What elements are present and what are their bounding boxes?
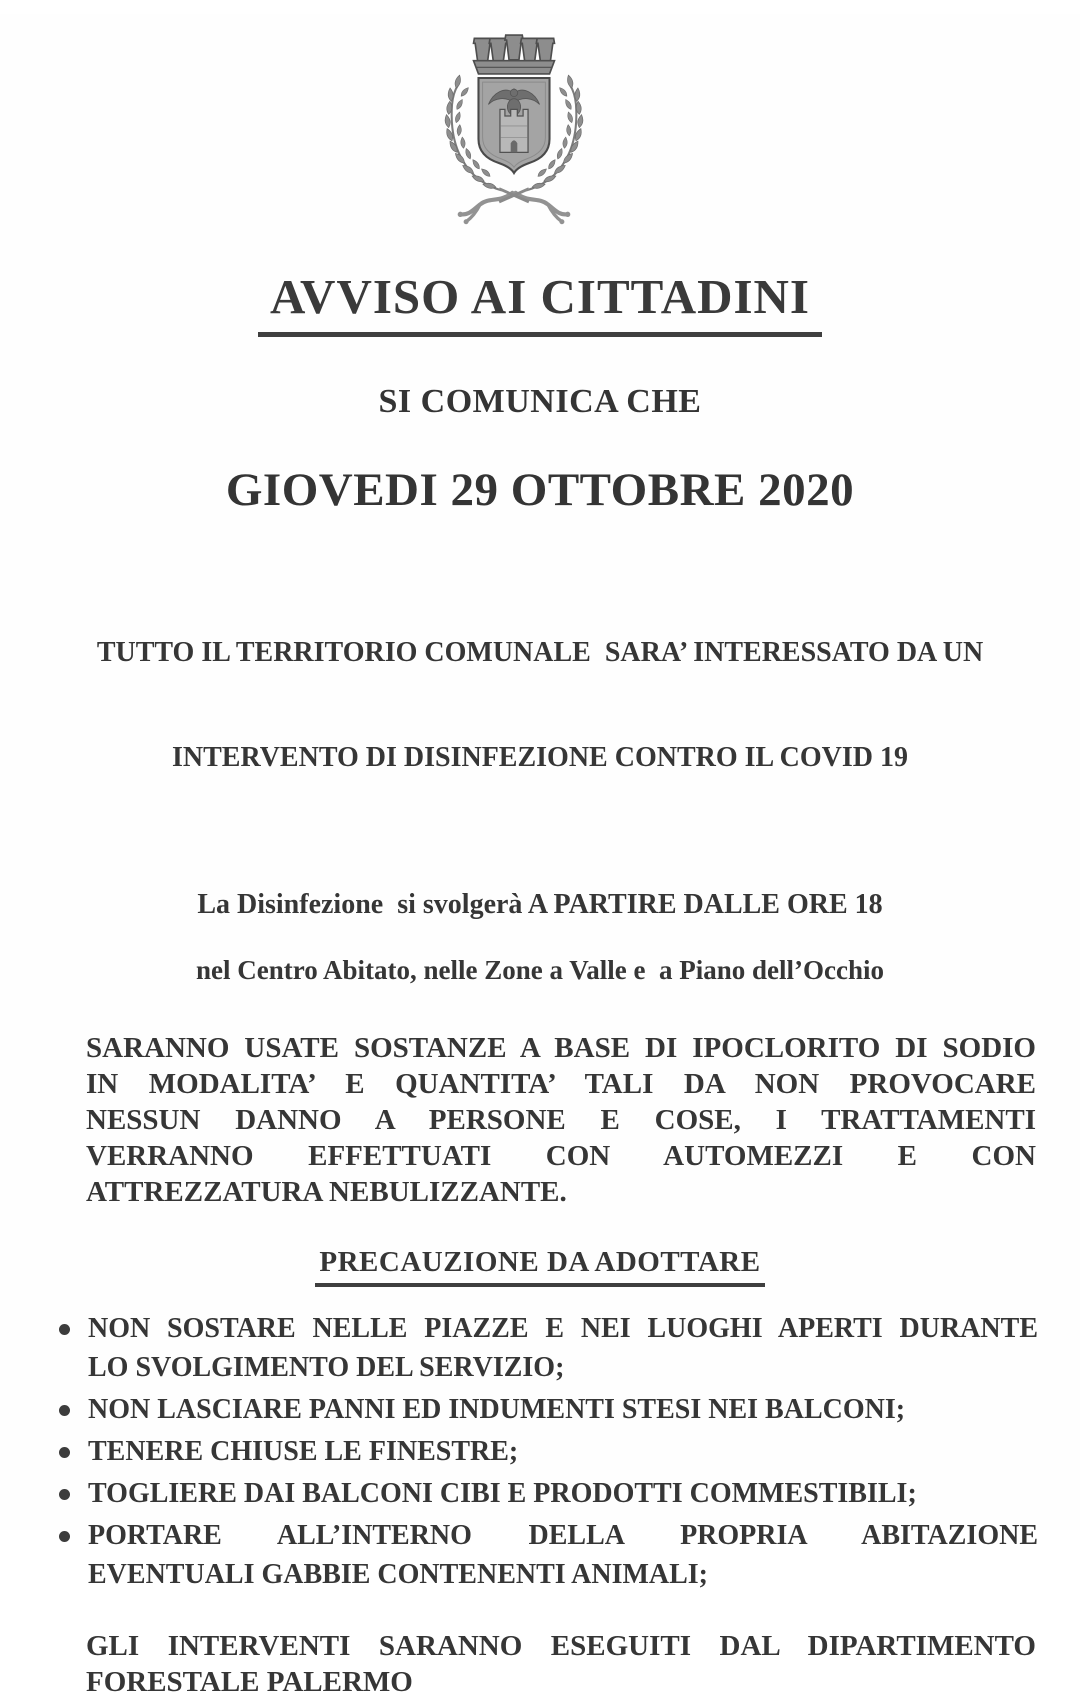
list-item <box>56 1390 1038 1429</box>
list-item-line: TENERE CHIUSE LE FINESTRE; <box>88 1436 519 1467</box>
list-item-line: NON LASCIARE PANNI ED INDUMENTI STESI NEI BALCONI; <box>88 1394 906 1425</box>
coat-of-arms <box>419 14 609 242</box>
list-item <box>56 1474 1038 1513</box>
list-item-line: PORTARE ALL’INTERNO DELLA PROPRIA ABITAZIONE <box>88 1520 1038 1551</box>
body-line: IN MODALITA’ E QUANTITA’ TALI DA NON PROVOCARE <box>86 1068 1036 1100</box>
coat-of-arms-graphic <box>419 14 609 242</box>
intro-line-1: TUTTO IL TERRITORIO COMUNALE SARA’ INTERESSATO DA UN <box>96 637 984 668</box>
list-item-line: TOGLIERE DAI BALCONI CIBI E PRODOTTI COMMESTIBILI; <box>88 1478 917 1509</box>
subtitle: SI COMUNICA CHE <box>378 383 702 420</box>
closing-line: FORESTALE PALERMO <box>86 1666 413 1698</box>
precautions-list <box>56 1309 1038 1594</box>
date-heading: GIOVEDI 29 OTTOBRE 2020 <box>225 464 855 516</box>
body-line: VERRANNO EFFETTUATI CON AUTOMEZZI E CON <box>86 1140 1036 1172</box>
closing-paragraph <box>86 1628 1036 1700</box>
list-item-line: NON SOSTARE NELLE PIAZZE E NEI LUOGHI APERTI DURANTE <box>88 1313 1038 1344</box>
intro-line-2: INTERVENTO DI DISINFEZIONE CONTRO IL COVID 19 <box>172 742 908 773</box>
time-line: La Disinfezione si svolgerà A PARTIRE DALLE ORE 18 <box>197 889 883 920</box>
list-item-line: EVENTUALI GABBIE CONTENENTI ANIMALI; <box>88 1559 709 1590</box>
intro-statement <box>0 565 1080 845</box>
mural-crown-icon <box>474 35 555 74</box>
list-item <box>56 1432 1038 1471</box>
closing-line: GLI INTERVENTI SARANNO ESEGUITI DAL DIPARTIMENTO <box>86 1630 1036 1662</box>
list-item <box>56 1516 1038 1594</box>
precautions-heading: PRECAUZIONE DA ADOTTARE <box>315 1246 764 1287</box>
list-item-line: LO SVOLGIMENTO DEL SERVIZIO; <box>88 1352 565 1383</box>
body-paragraph <box>86 1030 1036 1210</box>
tower-icon <box>500 109 528 152</box>
page-title: AVVISO AI CITTADINI <box>258 268 822 337</box>
area-line: nel Centro Abitato, nelle Zone a Valle e a Piano dell’Occhio <box>196 955 884 985</box>
list-item <box>56 1309 1038 1387</box>
body-line: ATTREZZATURA NEBULIZZANTE. <box>86 1176 567 1208</box>
body-line: SARANNO USATE SOSTANZE A BASE DI IPOCLORITO DI SODIO <box>86 1032 1036 1064</box>
body-line: NESSUN DANNO A PERSONE E COSE, I TRATTAMENTI <box>86 1104 1036 1136</box>
notice-page <box>0 14 1080 1698</box>
